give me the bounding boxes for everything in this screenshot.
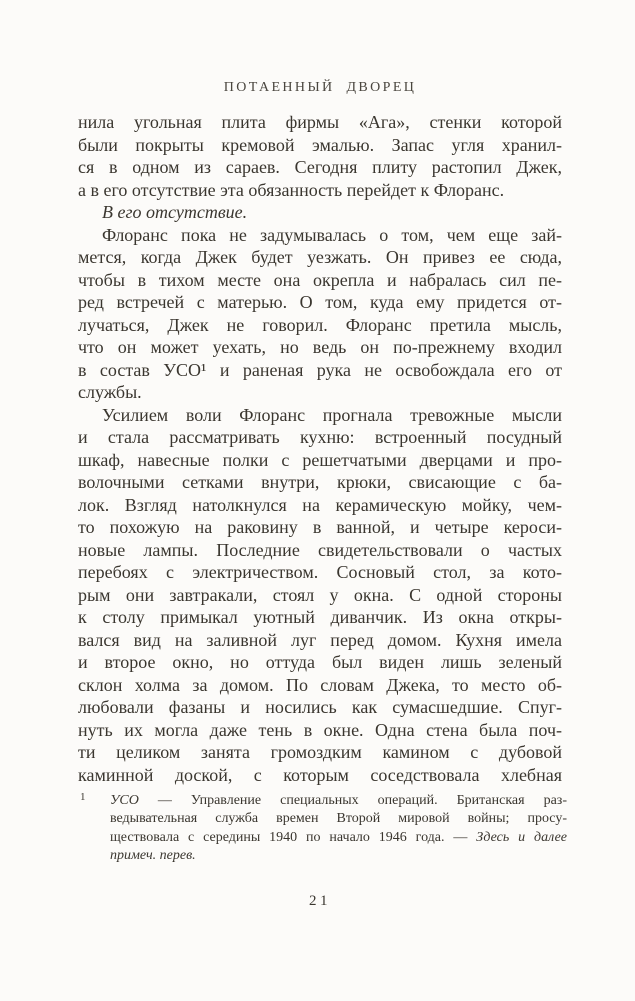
- text-line: лок. Взгляд натолкнулся на керамическую мойку, чем-: [78, 494, 562, 515]
- paragraph: [78, 201, 562, 224]
- text-line: Усилием воли Флоранс прогнала тревожные мысли: [102, 404, 562, 425]
- text-line: и стала рассматривать кухню: встроенный посудный: [78, 427, 562, 447]
- footnote-text: [78, 792, 567, 866]
- text-line: службы.: [78, 382, 142, 402]
- text-line: В его отсутствие.: [102, 202, 248, 222]
- text-line: ред встречей с матерью. О том, куда ему придется от-: [78, 292, 562, 312]
- footnote-italic-segment: УСО: [110, 793, 139, 808]
- text-line: что он может уехать, но ведь он по-прежнему входил: [78, 337, 562, 357]
- footnote-marker: 1: [80, 791, 86, 803]
- footnote-italic-segment: Здесь и далее: [476, 829, 567, 845]
- text-line: любовали фазаны и носились как сумасшедшие. Спуг-: [78, 697, 562, 717]
- footnote-segment: ведывательная служба времен Второй мировой войны; просу-: [110, 811, 567, 827]
- text-line: были покрыты кремовой эмалью. Запас угля хранил-: [78, 134, 562, 155]
- text-line: склон холма за домом. По словам Джека, то место об-: [78, 674, 562, 695]
- paragraph: [78, 111, 562, 201]
- text-line: то похожую на раковину в ванной, и четыре кероси-: [78, 517, 562, 537]
- footnote-segment: ществовала с середины 1940 по начало 1946 года. —: [110, 829, 477, 845]
- text-line: к столу примыкал уютный диванчик. Из окна откры-: [78, 607, 562, 627]
- text-line: волочными сетками внутри, крюки, свисающие с ба-: [78, 472, 562, 492]
- text-line: новые лампы. Последние свидетельствовали о частых: [78, 539, 562, 560]
- text-line: ти целиком занята громоздким камином с дубовой: [78, 742, 562, 762]
- text-line: лучаться, Джек не говорил. Флоранс претила мысль,: [78, 314, 562, 335]
- paragraph: [78, 404, 562, 787]
- paragraph: [78, 224, 562, 404]
- text-line: перебоях с электричеством. Сосновый стол, за кото-: [78, 562, 562, 582]
- footnote-line: [110, 847, 567, 865]
- text-line: нуть их могла даже тень в окне. Одна стена была поч-: [78, 719, 562, 740]
- text-line: ся в одном из сараев. Сегодня плиту растопил Джек,: [78, 157, 562, 177]
- text-line: каминной доской, с которым соседствовала хлебная: [78, 764, 562, 785]
- text-line: рым они завтракали, стоял у окна. С одной стороны: [78, 584, 562, 605]
- footnote-line: [110, 829, 567, 847]
- footnote-italic-segment: примеч. перев.: [110, 848, 196, 864]
- body-text: [78, 111, 562, 786]
- text-line: и второе окно, но оттуда был виден лишь зеленый: [78, 652, 562, 672]
- footnote: [78, 792, 567, 866]
- page-number: 21: [309, 893, 331, 909]
- running-header: ПОТАЕННЫЙ ДВОРЕЦ: [223, 80, 417, 95]
- footnote-segment: — Управление специальных операций. Британская раз-: [138, 793, 567, 808]
- text-line: мется, когда Джек будет уезжать. Он привез ее сюда,: [78, 247, 562, 267]
- text-line: а в его отсутствие эта обязанность перейдет к Флоранс.: [78, 179, 505, 200]
- text-line: чтобы в тихом месте она окрепла и набралась сил пе-: [78, 269, 562, 290]
- footnote-line: [110, 792, 567, 810]
- text-line: в состав УСО¹ и раненая рука не освобождала его от: [78, 359, 562, 380]
- text-line: Флоранс пока не задумывалась о том, чем еще зай-: [102, 224, 562, 245]
- text-line: нила угольная плита фирмы «Ага», стенки которой: [78, 112, 562, 132]
- footnote-line: [110, 810, 567, 828]
- text-line: шкаф, навесные полки с решетчатыми дверцами и про-: [78, 449, 562, 470]
- text-line: вался вид на заливной луг перед домом. Кухня имела: [78, 629, 562, 650]
